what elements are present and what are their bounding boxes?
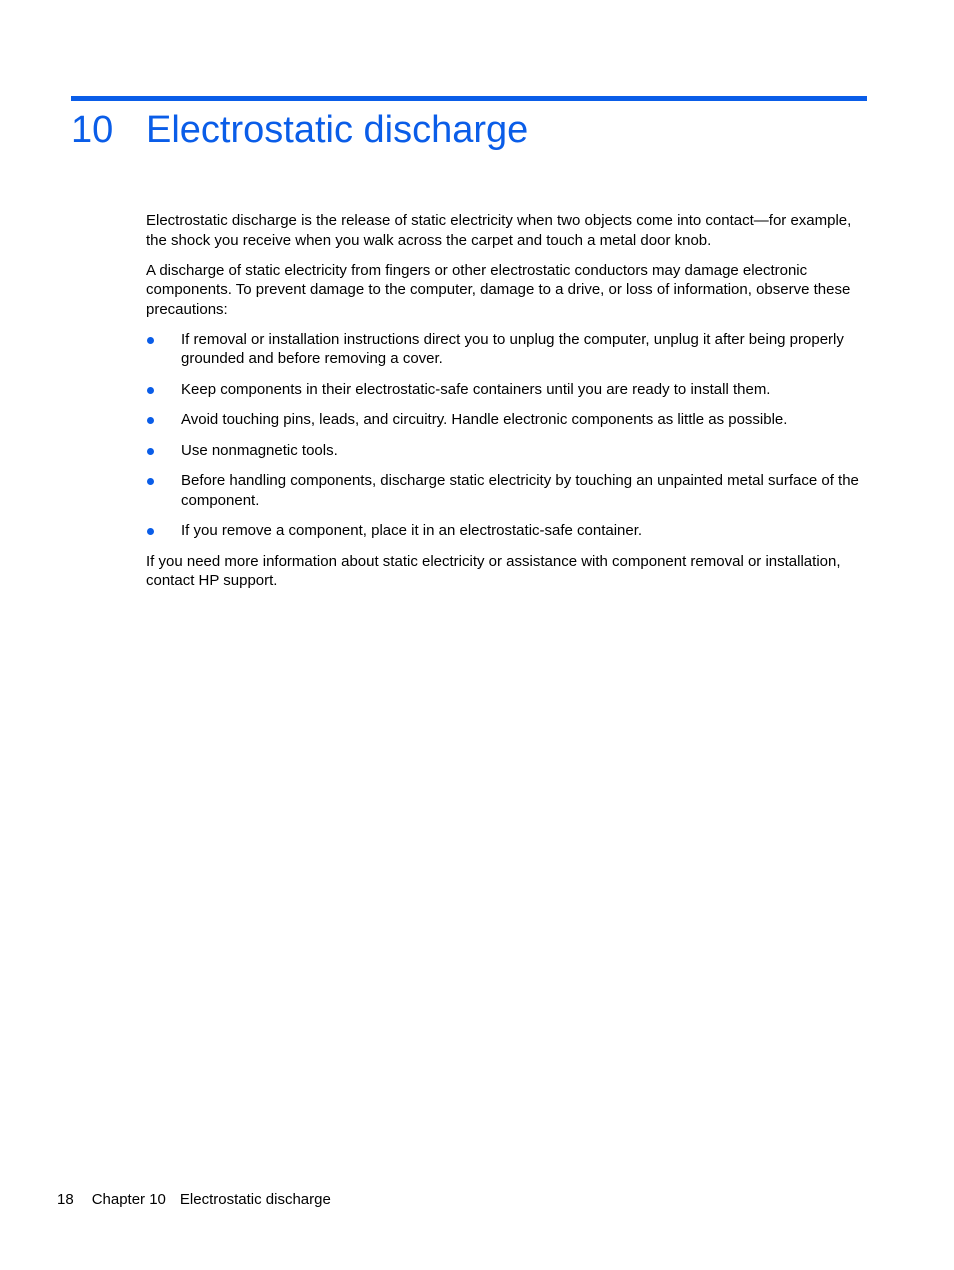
chapter-number: 10 (71, 109, 114, 151)
chapter-heading (71, 104, 871, 156)
precaution-text: Avoid touching pins, leads, and circuitry. Handle electronic components as little as possible. (181, 411, 788, 428)
precaution-text: If you remove a component, place it in an electrostatic-safe container. (181, 522, 643, 539)
precaution-text: Before handling components, discharge static electricity by touching an unpainted metal surface of the component. (181, 472, 859, 509)
bullet-icon (147, 417, 154, 424)
precautions-list (146, 330, 866, 541)
closing-paragraph: If you need more information about static electricity or assistance with component removal or installation, contact HP support. (146, 552, 841, 589)
footer-chapter-title: Electrostatic discharge (179, 1191, 331, 1208)
precaution-item (146, 521, 866, 541)
precaution-text: Use nonmagnetic tools. (181, 441, 338, 459)
chapter-body (146, 211, 866, 601)
bullet-icon (147, 478, 154, 485)
precaution-item (146, 471, 866, 510)
chapter-heading-rule (71, 96, 867, 101)
precaution-item (146, 441, 866, 461)
precaution-text: Keep components in their electrostatic-safe containers until you are ready to install them. (181, 380, 771, 398)
bullet-icon (147, 387, 154, 394)
precaution-text: If removal or installation instructions direct you to unplug the computer, unplug it after being properly grounded and before removing a cover. (181, 330, 844, 367)
precaution-item (146, 330, 866, 369)
bullet-icon (147, 337, 154, 344)
page-footer (57, 1190, 331, 1210)
chapter-title: Electrostatic discharge (146, 109, 529, 151)
warning-paragraph: A discharge of static electricity from fingers or other electrostatic conductors may damage electronic components. To prevent damage to the computer, damage to a drive, or loss of information, observe these precautions: (146, 261, 851, 318)
bullet-icon (147, 448, 154, 455)
precaution-item (146, 380, 866, 400)
precaution-item (146, 410, 866, 430)
intro-paragraph: Electrostatic discharge is the release of static electricity when two objects come into contact—for example, the shock you receive when you walk across the carpet and touch a metal door knob. (146, 212, 852, 249)
bullet-icon (147, 528, 154, 535)
footer-chapter-label: Chapter 10 (91, 1191, 166, 1208)
page-number: 18 (57, 1191, 74, 1208)
